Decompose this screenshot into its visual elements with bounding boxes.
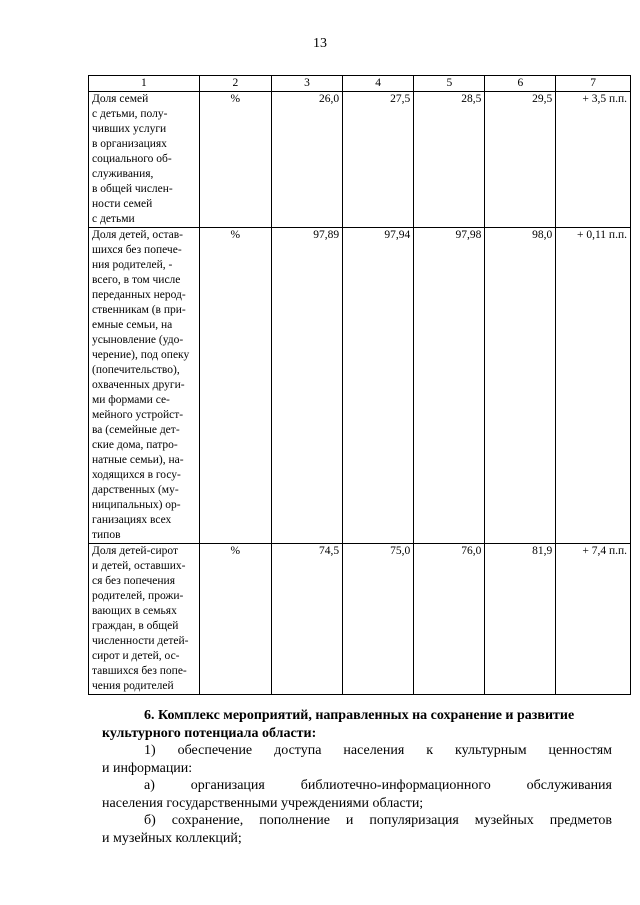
column-header: 5 [414, 76, 485, 92]
indicator-line: в организациях [92, 138, 167, 150]
value-cell: 74,5 [271, 544, 342, 695]
paragraph-1 [102, 742, 612, 777]
unit-cell: % [199, 92, 271, 228]
indicator-line: ганизациях всех [92, 514, 172, 526]
value-cell: 98,0 [485, 228, 556, 544]
indicator-line: натные семьи), на- [92, 454, 184, 466]
indicator-cell [89, 92, 200, 228]
section-title [102, 707, 612, 742]
indicator-line: шихся без попече- [92, 244, 182, 256]
paragraph-line: и информации: [102, 760, 193, 776]
indicator-line: всего, в том числе [92, 274, 181, 286]
indicator-line: емные семьи, на [92, 319, 173, 331]
indicator-line: ния родителей, - [92, 259, 173, 271]
indicator-line: (попечительство), [92, 364, 180, 376]
indicator-line: вающих в семьях [92, 605, 177, 617]
indicator-line: сирот и детей, ос- [92, 650, 180, 662]
section-title-line: 6. Комплекс мероприятий, направленных на сохранение и развитие [144, 708, 575, 723]
indicator-line: в общей числен- [92, 183, 173, 195]
indicator-line: дарственных (му- [92, 484, 179, 496]
indicator-line: ся без попечения [92, 575, 175, 587]
table-row [89, 228, 631, 544]
paragraph-line: и музейных коллекций; [102, 830, 242, 846]
value-cell: 29,5 [485, 92, 556, 228]
indicator-line: ниципальных) ор- [92, 499, 181, 511]
indicator-line: мейного устройст- [92, 409, 184, 421]
table-row [89, 92, 631, 228]
indicator-line: Доля семей [92, 93, 149, 105]
paragraph-line: б) сохранение, пополнение и популяризация музейных предметов [144, 813, 612, 828]
indicator-line: переданных нерод- [92, 289, 186, 301]
indicator-line: ности семей [92, 198, 153, 210]
column-header: 7 [556, 76, 631, 92]
page-number: 13 [313, 36, 327, 51]
indicator-line: чения родителей [92, 680, 174, 692]
value-cell: 26,0 [271, 92, 342, 228]
unit-cell: % [199, 544, 271, 695]
indicator-line: с детьми [92, 213, 135, 225]
indicator-line: с детьми, полу- [92, 108, 168, 120]
indicator-line: и детей, оставших- [92, 560, 186, 572]
value-cell: 81,9 [485, 544, 556, 695]
indicator-line: усыновление (удо- [92, 334, 184, 346]
table-row [89, 544, 631, 695]
value-cell: 97,89 [271, 228, 342, 544]
column-header: 3 [271, 76, 342, 92]
value-cell: 75,0 [343, 544, 414, 695]
change-cell: + 3,5 п.п. [556, 92, 631, 228]
column-header: 2 [199, 76, 271, 92]
change-cell: + 0,11 п.п. [556, 228, 631, 544]
table-header-row [89, 76, 631, 92]
change-cell: + 7,4 п.п. [556, 544, 631, 695]
paragraph-3 [102, 812, 612, 847]
indicator-line: социального об- [92, 153, 172, 165]
paragraph-line: 1) обеспечение доступа населения к культурным ценностям [144, 743, 612, 758]
indicator-line: родителей, прожи- [92, 590, 184, 602]
value-cell: 76,0 [414, 544, 485, 695]
indicator-line: Доля детей, остав- [92, 229, 184, 241]
paragraph-line: а) организация библиотечно-информационного обслуживания [144, 778, 612, 793]
indicator-line: ские дома, патро- [92, 439, 178, 451]
indicator-cell [89, 544, 200, 695]
indicator-line: численности детей- [92, 635, 189, 647]
indicator-line: ходящихся в госу- [92, 469, 181, 481]
indicator-line: граждан, в общей [92, 620, 179, 632]
value-cell: 97,98 [414, 228, 485, 544]
section-title-line: культурного потенциала области: [102, 725, 317, 741]
indicator-line: ми формами се- [92, 394, 170, 406]
indicator-line: тавшихся без попе- [92, 665, 187, 677]
paragraph-2 [102, 777, 612, 812]
indicator-line: охваченных други- [92, 379, 185, 391]
indicator-line: Доля детей-сирот [92, 545, 179, 557]
unit-cell: % [199, 228, 271, 544]
indicator-line: чивших услуги [92, 123, 167, 135]
value-cell: 97,94 [343, 228, 414, 544]
section-6 [102, 707, 612, 847]
value-cell: 28,5 [414, 92, 485, 228]
paragraph-line: населения государственными учреждениями области; [102, 795, 424, 811]
indicator-line: типов [92, 529, 121, 541]
indicator-cell [89, 228, 200, 544]
indicators-table [88, 75, 631, 695]
column-header: 6 [485, 76, 556, 92]
column-header: 4 [343, 76, 414, 92]
indicator-line: черение), под опеку [92, 349, 190, 361]
indicator-line: ственникам (в при- [92, 304, 186, 316]
indicator-line: служивания, [92, 168, 154, 180]
value-cell: 27,5 [343, 92, 414, 228]
indicator-line: ва (семейные дет- [92, 424, 180, 436]
column-header: 1 [89, 76, 200, 92]
